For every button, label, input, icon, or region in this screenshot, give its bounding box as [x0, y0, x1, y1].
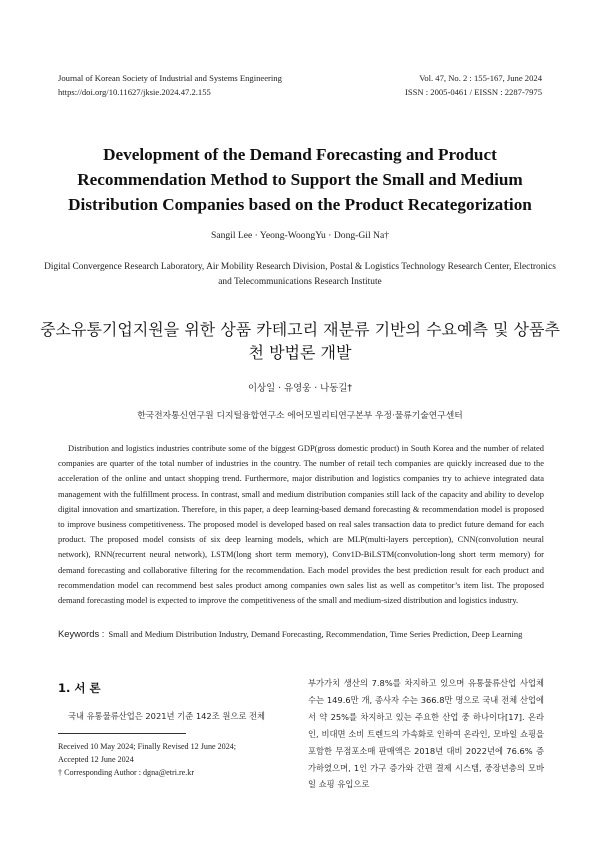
authors-english: Sangil Lee · Yeong-WoongYu · Dong-Gil Na†	[210, 230, 390, 241]
affiliation-english: Digital Convergence Research Laboratory, Air Mobility Research Division, Postal & Logistics Technology Research Center, Electronics and Telecommunications Research Institute	[44, 262, 556, 287]
keywords-text: Small and Medium Distribution Industry, Demand Forecasting, Recommendation, Time Series Prediction, Deep Learning	[108, 629, 523, 639]
accepted-date: Accepted 12 June 2024	[58, 755, 134, 765]
corresponding-author: † Corresponding Author : dgna@etri.re.kr	[58, 768, 195, 778]
authors-korean: 이상일 · 유영웅 · 나동길†	[247, 383, 353, 394]
footnotes	[58, 740, 294, 780]
journal-header-right	[405, 71, 542, 99]
intro-paragraph-right: 부가가치 생산의 7.8%를 차지하고 있으며 유통물류산업 사업체 수는 149.6만 개, 종사자 수는 366.8만 명으로 국내 전체 산업에서 약 25%를 차지하고 있는 주요한 산업 중 하나이다[17]. 온라인, 비대면 소비 트렌드의 가속화로 인하여 온라인, 모바일 쇼핑을 포함한 무점포소매 판매액은 2018년 대비 2022년에 76.6% 증가하였으며, 1인 가구 증가와 간편 결제 시스템, 중장년층의 모바일 쇼핑 유입으로	[308, 678, 544, 790]
volume-info: Vol. 47, No. 2 : 155-167, June 2024	[419, 73, 542, 83]
issn-info: ISSN : 2005-0461 / EISSN : 2287-7975	[404, 87, 542, 97]
keywords-label: Keywords :	[58, 628, 105, 639]
journal-header-left	[58, 71, 282, 99]
paper-title-english: Development of the Demand Forecasting and Product Recommendation Method to Support the Small and Medium Distribution Companies based on the Product Recategorization	[68, 145, 532, 214]
paper-title-korean: 중소유통기업지원을 위한 상품 카테고리 재분류 기반의 수요예측 및 상품추천 방법론 개발	[40, 320, 560, 362]
keywords	[58, 627, 544, 641]
journal-name: Journal of Korean Society of Industrial and Systems Engineering	[58, 73, 282, 83]
doi-link[interactable]: https://doi.org/10.11627/jksie.2024.47.2.155	[58, 87, 211, 97]
intro-paragraph-left: 국내 유통물류산업은 2021년 기준 142조 원으로 전체	[68, 711, 266, 721]
section-heading-introduction: 1. 서 론	[58, 681, 101, 695]
affiliation-korean: 한국전자통신연구원 디지털융합연구소 에어모빌리티연구본부 우정·물류기술연구센터	[137, 411, 463, 421]
received-date: Received 10 May 2024; Finally Revised 12 June 2024;	[58, 742, 237, 751]
footnote-divider	[58, 733, 186, 734]
abstract: Distribution and logistics industries contribute some of the biggest GDP(gross domestic product) in South Korea and the number of related companies are quarter of the total number of industries in the country. The number of retail tech companies are quickly increased due to the acceleration of the online and untact shopping trend. Furthermore, major distribution and logistics companies try to achieve integrated data management with the fulfillment process. In contrast, small and medium distribution companies still lack of the capacity and ability to develop digital innovation and smartization. Therefore, in this paper, a deep learning-based demand forecasting & recommendation model is proposed to improve business competitiveness. The proposed model is developed based on real sales transaction data to predict future demand for each product. The proposed model consists of six deep learning models, which are MLP(multi-layers perception), CNN(convolution neural network), RNN(recurrent neural network), LSTM(long short term memory), Conv1D-BiLSTM(convolution-long short term memory) for demand forecasting and collaborative filtering for the recommendation. Each model provides the best prediction result for each product and recommendation model can recommend best sales product among companies own sales list as well as competitor’s item list. The proposed demand forecasting model is expected to improve the competitiveness of the small and medium-sized distribution and logistics industry.	[58, 443, 544, 606]
